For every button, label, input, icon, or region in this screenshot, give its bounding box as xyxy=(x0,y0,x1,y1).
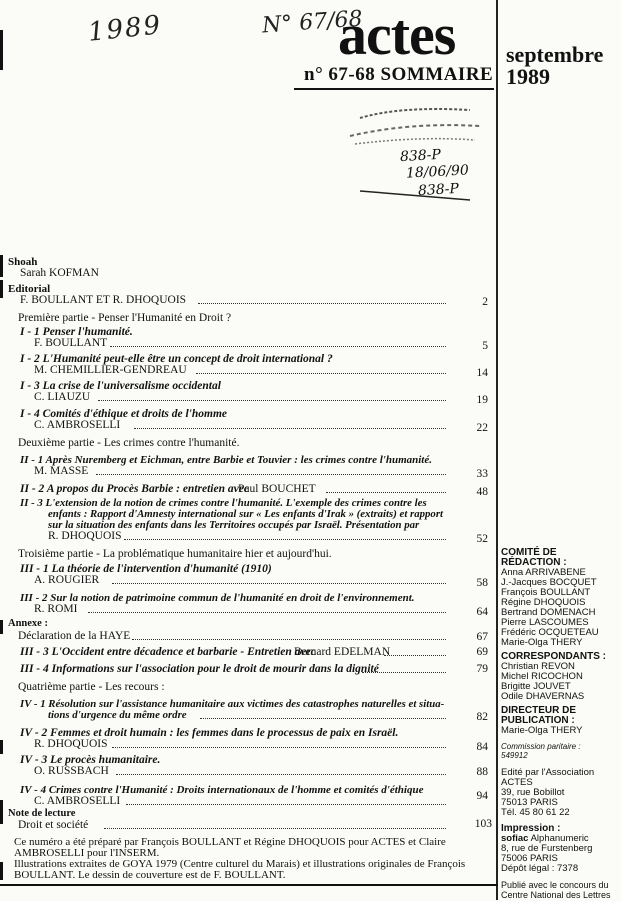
publisher-line: ACTES xyxy=(501,777,533,788)
leader-dots xyxy=(196,373,446,374)
masthead-name: Odile DHAVERNAS xyxy=(501,691,585,702)
article-title: IV - 1 Résolution sur l'assistance humanitaire aux victimes des catastrophes naturelles et situa- xyxy=(20,698,445,710)
toc-author: R. DHOQUOIS xyxy=(34,738,108,750)
toc-author: O. RUSSBACH xyxy=(34,765,109,777)
article-title: II - 1 Après Nuremberg et Eichman, entre Barbie et Touvier : les crimes contre l'humanité. xyxy=(20,454,432,466)
leader-dots xyxy=(88,612,446,613)
binding-mark xyxy=(0,255,3,277)
article-title: III - 4 Informations sur l'association pour le droit de mourir dans la dignité xyxy=(20,663,379,675)
article-title: IV - 4 Crimes contre l'Humanité : Droits internationaux de l'homme et comités d'éthique xyxy=(20,784,424,796)
leader-dots xyxy=(116,774,446,775)
article-title: IV - 2 Femmes et droit humain : les femmes dans le processus de paix en Israël. xyxy=(20,727,399,739)
article-title: III - 3 L'Occident entre décadence et barbarie - Entretien avec xyxy=(20,646,316,658)
credits-text: AMBROSELLI pour l'INSERM. xyxy=(14,847,160,859)
masthead-name: Bertrand DOMENACH xyxy=(501,607,596,618)
article-title: I - 4 Comités d'éthique et droits de l'homme xyxy=(20,408,227,420)
article-title: II - 2 A propos du Procès Barbie : entretien avec xyxy=(20,483,249,495)
publisher-line: 39, rue Bobillot xyxy=(501,787,565,798)
masthead-name: Frédéric OCQUETEAU xyxy=(501,627,599,638)
credits-text: BOULLANT. Le dessin de couverture est de F. BOULLANT. xyxy=(14,869,286,881)
binding-mark xyxy=(0,740,3,754)
binding-mark xyxy=(0,280,3,298)
toc-author: R. ROMI xyxy=(34,603,78,615)
leader-dots xyxy=(96,474,446,475)
part-heading: Deuxième partie - Les crimes contre l'humanité. xyxy=(18,437,240,449)
page-number: 5 xyxy=(482,340,488,352)
article-title: I - 3 La crise de l'universalisme occidental xyxy=(20,380,221,392)
support-line: Centre National des Lettres xyxy=(501,890,611,900)
masthead-name: Marie-Olga THERY xyxy=(501,637,583,648)
stamp-line: 838-P xyxy=(399,146,442,166)
masthead-heading: RÉDACTION : xyxy=(501,557,567,568)
page-number: 103 xyxy=(474,818,492,830)
leader-dots xyxy=(126,804,446,805)
article-title: II - 3 L'extension de la notion de crimes contre l'humanité. L'exemple des crimes contre les xyxy=(20,497,427,509)
publisher-line: Edité par l'Association xyxy=(501,767,595,778)
toc-author: F. BOULLANT xyxy=(34,337,108,349)
masthead-name: Anna ARRIVABENE xyxy=(501,567,586,578)
toc-author: R. DHOQUOIS xyxy=(48,530,122,542)
bottom-rule xyxy=(0,884,498,886)
toc-author: Sarah KOFMAN xyxy=(20,267,99,279)
handwritten-number: N° 67/68 xyxy=(261,6,364,39)
page-number: 2 xyxy=(482,296,488,308)
masthead-name: Pierre LASCOUMES xyxy=(501,617,589,628)
page-number: 79 xyxy=(476,663,488,675)
masthead-name: Michel RICOCHON xyxy=(501,671,583,682)
toc-author: M. MASSE xyxy=(34,465,89,477)
toc-author: C. AMBROSELLI xyxy=(34,795,121,807)
masthead-heading: Impression : xyxy=(501,823,561,834)
masthead-name: Marie-Olga THERY xyxy=(501,725,583,736)
page-number: 48 xyxy=(476,486,488,498)
leader-dots xyxy=(134,428,446,429)
masthead-name: François BOULLANT xyxy=(501,587,591,598)
publisher-line: Tél. 45 80 61 22 xyxy=(501,807,570,818)
credits-text: Ce numéro a été préparé par François BOULLANT et Régine DHOQUOIS pour ACTES et Claire xyxy=(14,836,446,848)
issue-month: septembre xyxy=(506,42,604,67)
page-number: 64 xyxy=(476,606,488,618)
printer-line: 8, rue de Furstenberg xyxy=(501,843,593,854)
part-heading: Première partie - Penser l'Humanité en Droit ? xyxy=(18,312,232,324)
masthead-name: J.-Jacques BOCQUET xyxy=(501,577,597,588)
issue-title: n° 67-68 SOMMAIRE xyxy=(304,64,494,85)
masthead-heading: CORRESPONDANTS : xyxy=(501,651,607,662)
part-heading: Troisième partie - La problématique humanitaire hier et aujourd'hui. xyxy=(18,548,332,560)
leader-dots xyxy=(124,539,446,540)
printer-type: Alphanumeric xyxy=(530,833,589,844)
page-number: 84 xyxy=(476,741,488,753)
credits-text: Illustrations extraites de GOYA 1979 (Centre culturel du Marais) et illustrations originales de François xyxy=(14,858,466,870)
page-number: 67 xyxy=(476,631,488,643)
toc-author: C. LIAUZU xyxy=(34,391,91,403)
leader-dots xyxy=(362,672,446,673)
leader-dots xyxy=(112,747,446,748)
binding-mark xyxy=(0,30,3,70)
leader-dots xyxy=(198,303,446,304)
support-line: Publié avec le concours du xyxy=(501,880,609,890)
masthead-name: Christian REVON xyxy=(501,661,575,672)
leader-dots xyxy=(98,400,446,401)
masthead-name: Brigitte JOUVET xyxy=(501,681,571,692)
page-number: 94 xyxy=(476,790,488,802)
binding-mark xyxy=(0,800,3,824)
article-title: III - 2 Sur la notion de patrimoine commun de l'humanité en droit de l'environnement. xyxy=(20,592,415,604)
article-title: tions d'urgence du même ordre xyxy=(48,709,187,721)
page-number: 52 xyxy=(476,533,488,545)
binding-mark xyxy=(0,862,3,880)
part-heading: Quatrième partie - Les recours : xyxy=(18,681,165,693)
leader-dots xyxy=(200,718,446,719)
toc-author: F. BOULLANT ET R. DHOQUOIS xyxy=(20,294,187,306)
toc-item: Déclaration de la HAYE xyxy=(18,630,131,642)
masthead-heading: PUBLICATION : xyxy=(501,715,575,726)
publisher-line: 75013 PARIS xyxy=(501,797,558,808)
leader-dots xyxy=(104,828,446,829)
handwritten-year: 1989 xyxy=(86,10,164,48)
leader-dots xyxy=(326,492,446,493)
toc-author: A. ROUGIER xyxy=(34,574,100,586)
printer-line: Dépôt légal : 7378 xyxy=(501,863,579,874)
article-title: IV - 3 Le procès humanitaire. xyxy=(20,754,161,766)
toc-item: Droit et société xyxy=(18,819,89,831)
section-label: Annexe : xyxy=(8,618,48,629)
toc-author: C. AMBROSELLI xyxy=(34,419,121,431)
binding-mark xyxy=(0,620,3,634)
leader-dots xyxy=(384,655,446,656)
article-title: sur la situation des enfants dans les Territoires occupés par Israël. Présentation par xyxy=(48,519,420,531)
masthead-heading: DIRECTEUR DE xyxy=(501,705,577,716)
toc-author: M. CHEMILLIER-GENDREAU xyxy=(34,364,187,376)
column-divider xyxy=(496,0,498,900)
article-title: I - 1 Penser l'humanité. xyxy=(20,326,133,338)
stamp-line: 18/06/90 xyxy=(405,162,470,182)
article-title: III - 1 La théorie de l'intervention d'humanité (1910) xyxy=(20,563,272,575)
page-number: 19 xyxy=(476,394,488,406)
header-rule xyxy=(294,88,494,90)
section-label: Shoah xyxy=(8,256,38,268)
printer-line: 75006 PARIS xyxy=(501,853,558,864)
masthead-heading: COMITÉ DE xyxy=(501,547,557,558)
page-number: 88 xyxy=(476,766,488,778)
article-title: enfants : Rapport d'Amnesty international sur « Les enfants d'Irak » (extraits) et rapport xyxy=(48,508,444,520)
page-number: 58 xyxy=(476,577,488,589)
leader-dots xyxy=(112,583,446,584)
stamp-line: 838-P xyxy=(417,180,460,200)
page-number: 22 xyxy=(476,422,488,434)
toc-author: Paul BOUCHET xyxy=(238,483,316,495)
page-number: 69 xyxy=(476,646,488,658)
section-label: Note de lecture xyxy=(8,808,76,819)
article-title: I - 2 L'Humanité peut-elle être un concept de droit international ? xyxy=(20,353,333,365)
toc-author: Bernard EDELMAN xyxy=(294,646,391,658)
commission-number: 549912 xyxy=(501,751,528,760)
leader-dots xyxy=(132,639,446,640)
library-stamp xyxy=(340,96,490,206)
section-label: Editorial xyxy=(8,283,51,295)
journal-logo: actes xyxy=(338,2,456,67)
commission-label: Commission paritaire : xyxy=(501,742,581,751)
printer-name: sofiac xyxy=(501,833,529,844)
masthead-name: Régine DHOQUOIS xyxy=(501,597,586,608)
page-number: 82 xyxy=(476,711,488,723)
leader-dots xyxy=(110,346,446,347)
issue-year: 1989 xyxy=(506,64,550,89)
page-number: 33 xyxy=(476,468,488,480)
page-number: 14 xyxy=(476,367,488,379)
